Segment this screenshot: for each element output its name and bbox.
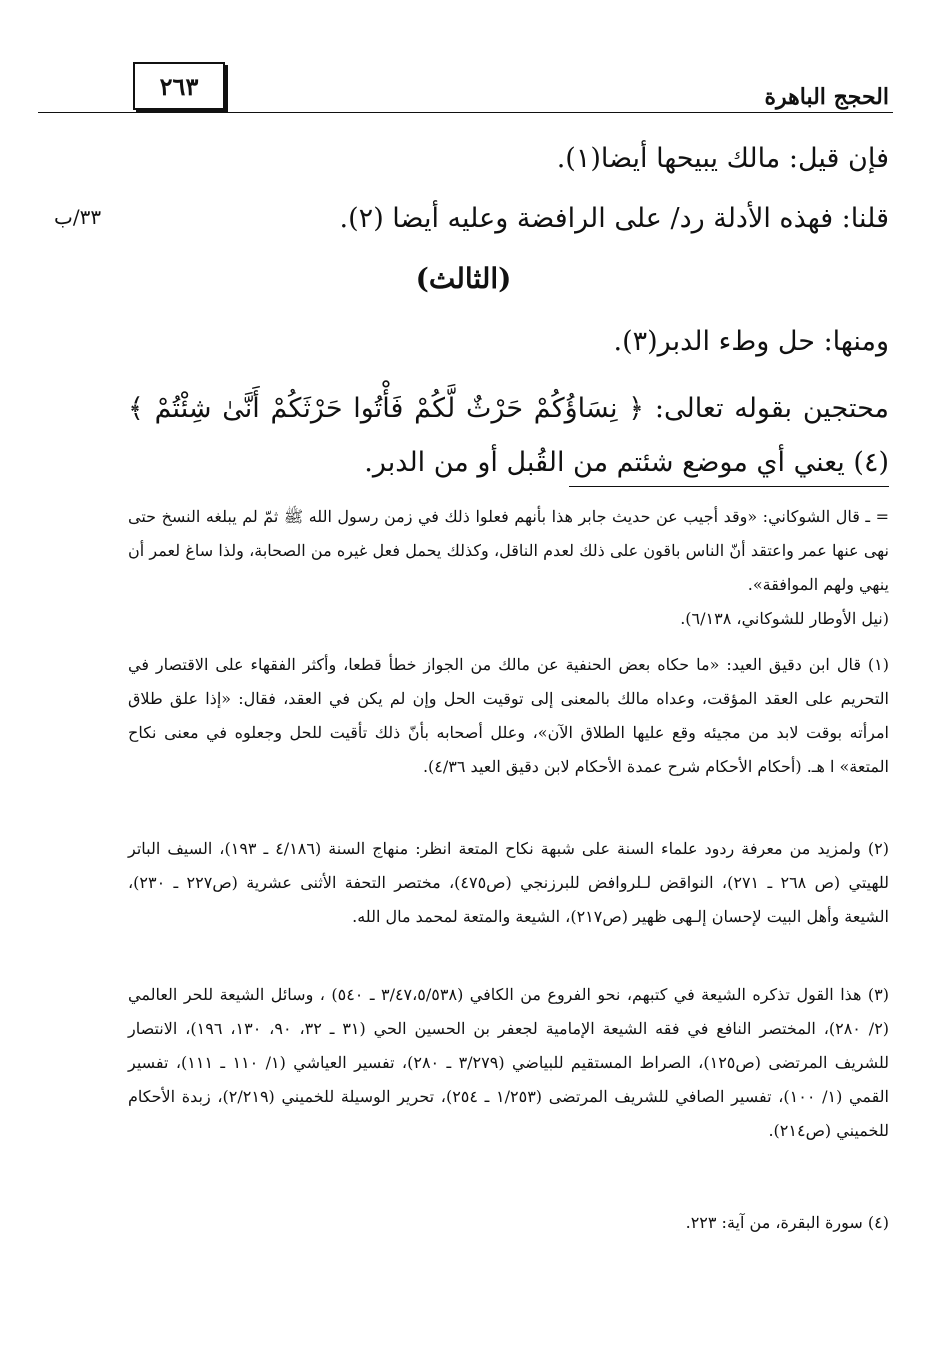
running-title: الحجج الباهرة bbox=[764, 84, 889, 110]
margin-folio-note: ٣٣/ب bbox=[54, 205, 102, 229]
footnote-separator bbox=[569, 486, 889, 487]
body-line-2: قلنا: فهذه الأدلة رد/ على الرافضة وعليه أيضا (٢). bbox=[339, 203, 889, 234]
footnote-1: (١) قال ابن دقيق العيد: «ما حكاه بعض الحنفية عن مالك من الجواز خطأ قطعا، وأكثر الفقهاء على الاقتصار في التحريم على العقد المؤقت، وعداه مالك بالمعنى إلى توقيت الحل وإن لم يكن في العقد، فقال: «إذا علق طلاق امرأته بوقت لابد من مجيئه وقع عليها الطلاق الآن»، وعلل أصحابه بأنّ ذلك تأقيت للحل وجعلوه في معنى نكاح المتعة» ا هـ. (أحكام الأحكام شرح عمدة الأحكام لابن دقيق العيد ٤/٣٦). bbox=[128, 655, 890, 776]
header-rule bbox=[38, 112, 893, 113]
body-line-3: ومنها: حل وطء الدبر(٣). bbox=[613, 326, 889, 357]
page-number: ٢٦٣ bbox=[159, 71, 199, 101]
footnote-3: (٣) هذا القول تذكره الشيعة في كتبهم، نحو الفروع من الكافي (٣/٤٧،٥/٥٣٨ ـ ٥٤٠) ، وسائل الشيعة للحر العالمي (٢/ ٢٨٠)، المختصر النافع في فقه الشيعة الإمامية لجعفر بن الحسين الحي (٣١ ـ ٣٢، ٩٠، ١٣٠، ١٩٦)، الانتصار للشريف المرتضى (ص١٢٥)، الصراط المستقيم للبياضي (٣/٢٧٩ ـ ٢٨٠)، تفسير العياشي (١/ ١١٠ ـ ١١١)، تفسير القمي (١/ ١٠٠)، تفسير الصافي للشريف المرتضى (١/٢٥٣ ـ ٢٥٤)، تحرير الوسيلة للخميني (٢/٢١٩)، زبدة الأحكام للخميني (ص٢١٤). bbox=[128, 985, 890, 1140]
body-verse-paragraph: محتجين بقوله تعالى: ﴿ نِسَاؤُكُمْ حَرْثٌ لَّكُمْ فَأْتُوا حَرْثَكُمْ أَنَّىٰ شِئْتُمْ ﴾(٤) يعني أي موضع شئتم من القُبل أو من الدبر. bbox=[128, 393, 889, 478]
footnote-2: (٢) ولمزيد من معرفة ردود علماء السنة على شبهة نكاح المتعة انظر: منهاج السنة (٤/١٨٦ ـ ١٩٣)، السيف الباتر للهيتي (ص ٢٦٨ ـ ٢٧١)، النواقض لـلروافض للبرزنجي (ص٤٧٥)، مختصر التحفة الأثنى عشرية (ص٢٢٧ ـ ٢٣٠)، الشيعة وأهل البيت لإحسان إلـهى ظهير (ص٢١٧)، الشيعة والمتعة لمحمد مال الله. bbox=[128, 839, 890, 926]
body-line-1: فإن قيل: مالك يبيحها أيضا(١). bbox=[556, 143, 889, 174]
section-title: (الثالث) bbox=[415, 262, 512, 295]
footnote-continued: = ـ قال الشوكاني: «وقد أجيب عن حديث جابر هذا بأنهم فعلوا ذلك في زمن رسول الله ﷺ ثمّ لم يبلغه النسخ حتى نهى عنها عمر واعتقد أنّ الناس باقون على ذلك لعدم الناقل، وكذلك يحمل فعل غيره من الصحابة، ولذا ساغ لعمر أن ينهي ولهم الموافقة». (نيل الأوطار للشوكاني، ٦/١٣٨). bbox=[128, 507, 889, 628]
footnote-4: (٤) سورة البقرة، من آية: ٢٢٣. bbox=[685, 1213, 889, 1232]
page-number-box bbox=[133, 62, 225, 110]
